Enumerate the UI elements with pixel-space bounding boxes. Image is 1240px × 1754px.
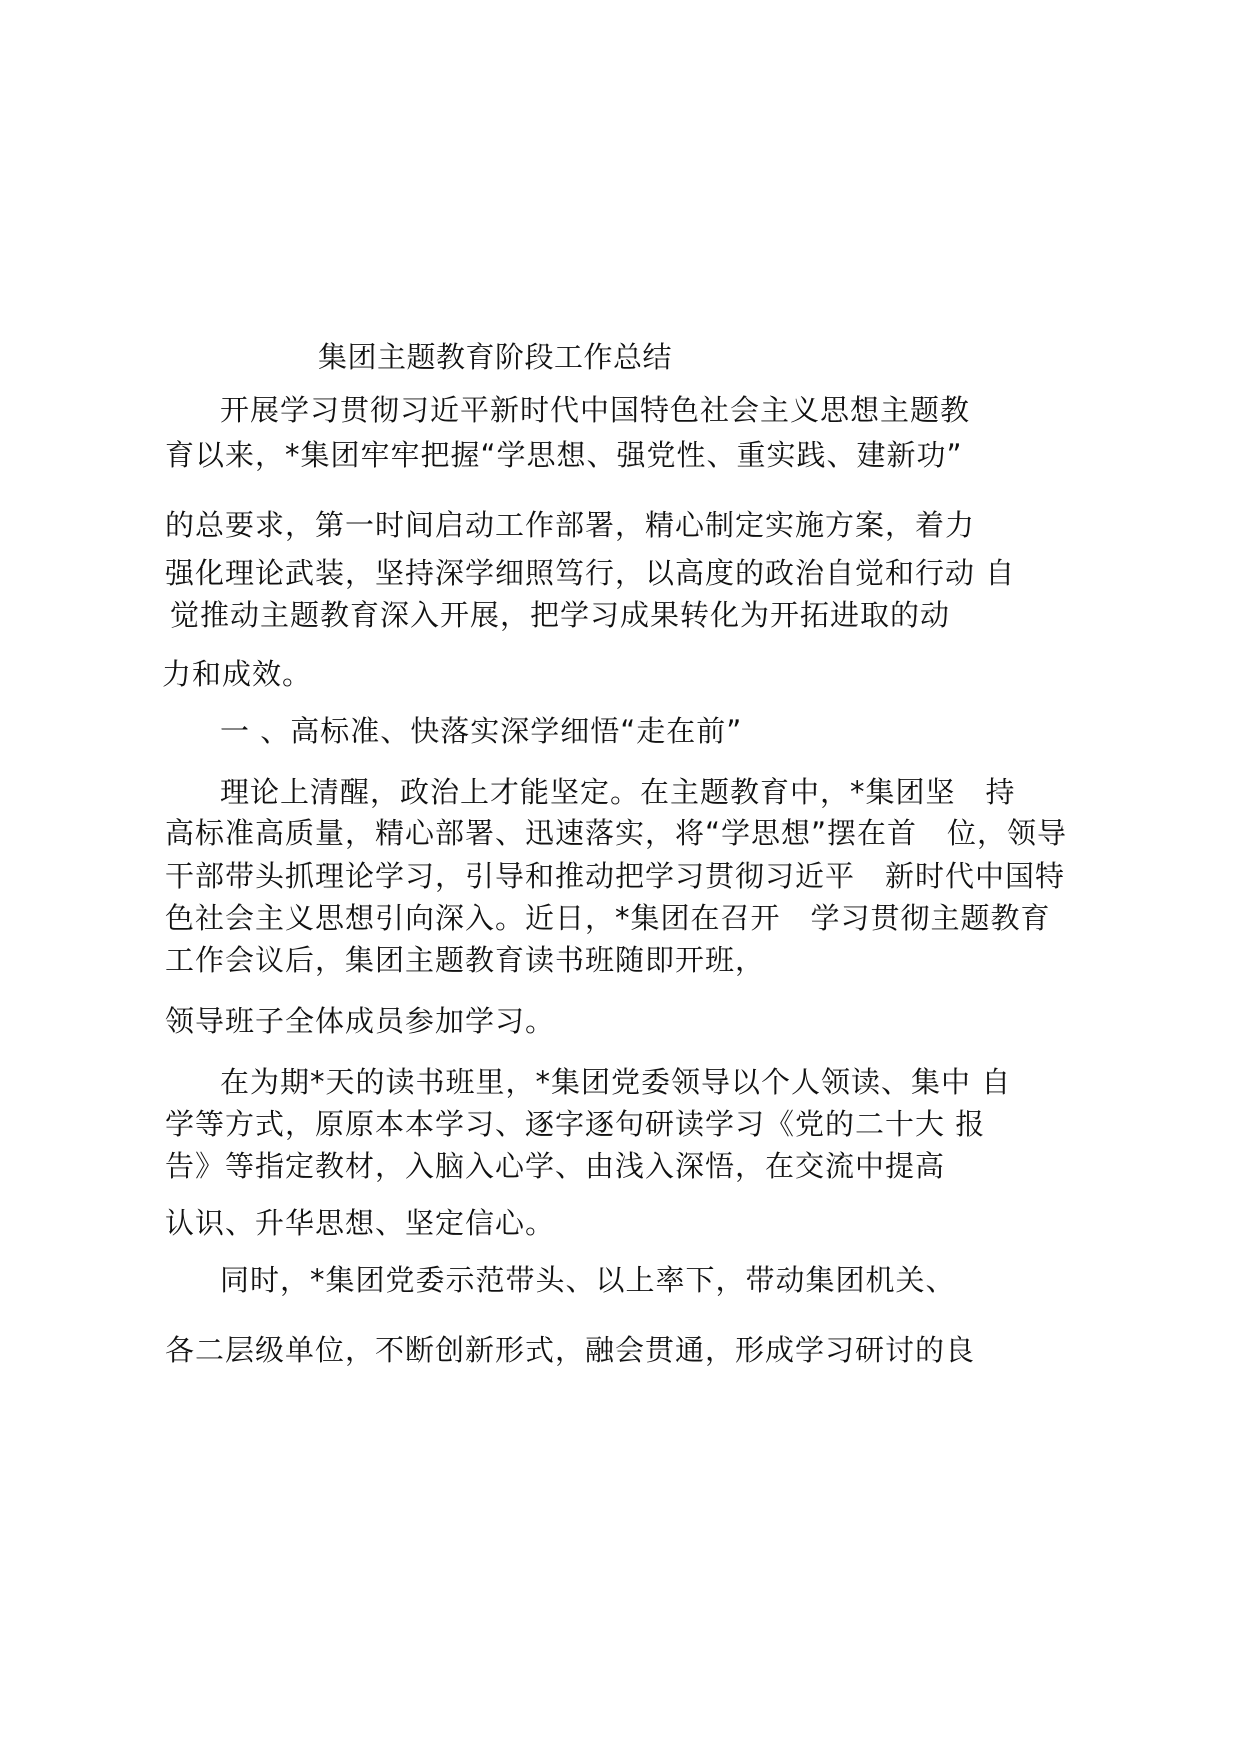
paragraph-line: 各二层级单位，不断创新形式，融会贯通，形成学习研讨的良: [165, 1333, 976, 1367]
paragraph-line: 在为期*天的读书班里，*集团党委领导以个人领读、集中 自: [220, 1065, 1012, 1099]
paragraph-line: 色社会主义思想引向深入。近日，*集团在召开 学习贯彻主题教育: [165, 901, 1051, 935]
paragraph-line: 强化理论武装，坚持深学细照笃行，以高度的政治自觉和行动 自: [165, 556, 1016, 590]
document-title: 集团主题教育阶段工作总结: [318, 340, 673, 374]
paragraph-line: 工作会议后，集团主题教育读书班随即开班，: [165, 943, 766, 977]
paragraph-line: 告》等指定教材，入脑入心学、由浅入深悟，在交流中提高: [165, 1149, 946, 1183]
paragraph-line: 觉推动主题教育深入开展，把学习成果转化为开拓进取的动: [170, 598, 951, 632]
paragraph-line: 开展学习贯彻习近平新时代中国特色社会主义思想主题教: [220, 393, 971, 427]
paragraph-line: 育以来，*集团牢牢把握“学思想、强党性、重实践、建新功”: [165, 438, 963, 472]
paragraph-line: 领导班子全体成员参加学习。: [165, 1004, 556, 1038]
paragraph-line: 高标准高质量，精心部署、迅速落实，将“学思想”摆在首 位，领导: [165, 816, 1068, 850]
paragraph-line: 力和成效。: [162, 657, 313, 691]
paragraph-line: 干部带头抓理论学习，引导和推动把学习贯彻习近平 新时代中国特: [165, 859, 1066, 893]
paragraph-line: 的总要求，第一时间启动工作部署，精心制定实施方案，着力: [165, 508, 976, 542]
paragraph-line: 理论上清醒，政治上才能坚定。在主题教育中，*集团坚 持: [220, 775, 1016, 809]
paragraph-line: 认识、升华思想、坚定信心。: [165, 1206, 556, 1240]
paragraph-line: 学等方式，原原本本学习、逐字逐句研读学习《党的二十大 报: [165, 1107, 986, 1141]
section-heading: 一 、高标准、快落实深学细悟“走在前”: [220, 714, 743, 748]
paragraph-line: 同时，*集团党委示范带头、以上率下，带动集团机关、: [220, 1263, 956, 1297]
